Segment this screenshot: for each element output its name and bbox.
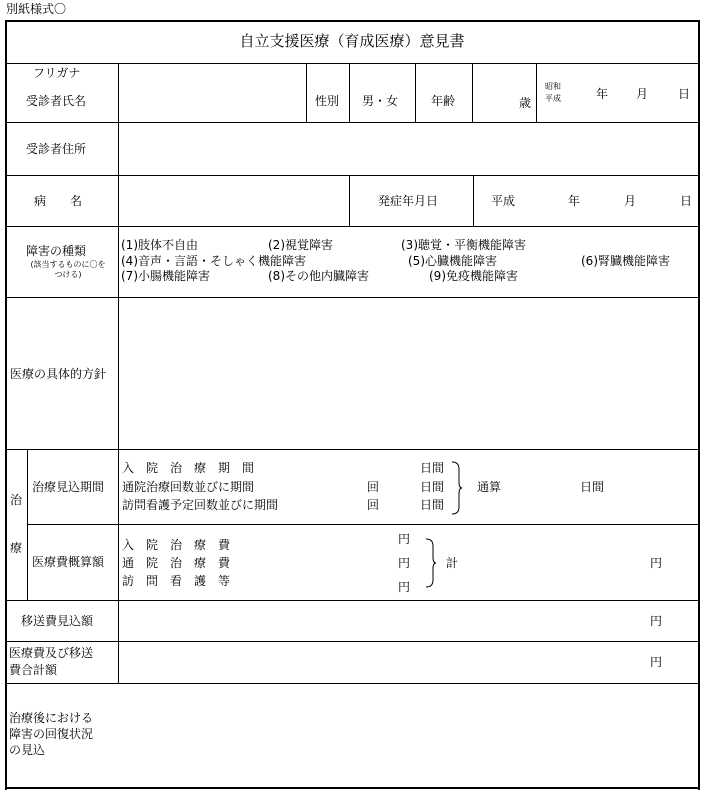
outpatient-period-days: 日間 [420, 480, 445, 494]
outer-border-left [5, 20, 7, 790]
col-line [473, 175, 474, 226]
recovery-label-3: の見込 [9, 743, 46, 757]
treatment-period-label: 治療見込期間 [32, 480, 105, 494]
row-line [27, 524, 699, 525]
recovery-label-2: 障害の回復状況 [9, 727, 94, 741]
cost-brace-icon [425, 538, 437, 591]
patient-name-field[interactable] [119, 64, 306, 122]
disability-item-6[interactable]: (6)腎臓機能障害 [581, 254, 670, 268]
transport-label: 移送費見込額 [21, 614, 94, 628]
onset-era: 平成 [491, 194, 516, 208]
outer-border-top [5, 20, 699, 22]
combined-unit: 円 [650, 655, 663, 669]
visit-nursing-period-days: 日間 [420, 498, 445, 512]
outer-border-right [698, 20, 700, 790]
row-line [5, 226, 699, 227]
transport-amount-field[interactable] [119, 601, 698, 641]
onset-year: 年 [568, 194, 581, 208]
era-heisei: 平成 [545, 94, 561, 103]
row-line [5, 63, 699, 64]
treatment-side-label-1: 治 [10, 493, 23, 507]
disability-item-9[interactable]: (9)免疫機能障害 [429, 269, 518, 283]
visit-nursing-cost-label: 訪 問 看 護 等 [122, 574, 231, 588]
inpatient-period-label: 入 院 治 療 期 間 [122, 461, 255, 475]
policy-label: 医療の具体的方針 [10, 367, 107, 381]
treatment-side-label-2: 療 [10, 541, 23, 555]
combined-label-1: 医療費及び移送 [9, 646, 94, 660]
row-line [5, 449, 699, 450]
visit-nursing-count-unit: 回 [367, 498, 380, 512]
disability-note: (該当するものに〇をつける) [30, 260, 106, 279]
age-label: 年齢 [431, 94, 456, 108]
visit-nursing-period-label: 訪問看護予定回数並びに期間 [122, 498, 279, 512]
sex-label: 性別 [315, 94, 340, 108]
era-showa: 昭和 [545, 82, 561, 91]
disability-item-3[interactable]: (3)聴覚・平衡機能障害 [401, 238, 526, 252]
inpatient-cost-label: 入 院 治 療 費 [122, 538, 231, 552]
furigana-label: フリガナ [33, 66, 81, 80]
outer-border-bottom [5, 787, 700, 789]
col-line [306, 63, 307, 122]
birth-day: 日 [678, 87, 691, 101]
address-label: 受診者住所 [26, 142, 87, 156]
document-title: 自立支援医療（育成医療）意見書 [239, 32, 465, 50]
period-total-unit: 日間 [580, 480, 605, 494]
cost-estimate-label: 医療費概算額 [32, 555, 105, 569]
disease-label: 病 名 [34, 194, 83, 208]
outpatient-cost-label: 通 院 治 療 費 [122, 556, 231, 570]
birth-year: 年 [596, 87, 609, 101]
inpatient-period-days: 日間 [420, 461, 445, 475]
outpatient-cost-unit: 円 [398, 556, 411, 570]
period-total-label: 通算 [477, 480, 502, 494]
period-brace-icon [451, 461, 463, 518]
col-line [118, 449, 119, 600]
birth-month: 月 [636, 87, 649, 101]
form-label: 別紙様式〇 [6, 2, 67, 16]
age-unit: 歳 [519, 96, 532, 110]
disability-item-7[interactable]: (7)小腸機能障害 [121, 269, 210, 283]
sex-options[interactable]: 男・女 [362, 94, 399, 108]
visit-nursing-cost-unit: 円 [398, 580, 411, 594]
col-line [349, 175, 350, 226]
cost-total-unit: 円 [650, 556, 663, 570]
disability-item-1[interactable]: (1)肢体不自由 [121, 238, 198, 252]
onset-day: 日 [680, 194, 693, 208]
disability-label: 障害の種類 [26, 244, 87, 258]
recovery-field[interactable] [119, 684, 698, 787]
disability-item-4[interactable]: (4)音声・言語・そしゃく機能障害 [121, 254, 306, 268]
policy-field[interactable] [119, 298, 698, 449]
onset-month: 月 [624, 194, 637, 208]
combined-label-2: 費合計額 [9, 663, 58, 677]
disability-item-8[interactable]: (8)その他内臓障害 [268, 269, 369, 283]
disease-name-field[interactable] [119, 176, 349, 226]
inpatient-cost-unit: 円 [398, 532, 411, 546]
col-line [349, 63, 350, 122]
disability-item-5[interactable]: (5)心臓機能障害 [408, 254, 497, 268]
transport-unit: 円 [650, 614, 663, 628]
onset-label: 発症年月日 [378, 194, 439, 208]
patient-name-label: 受診者氏名 [26, 94, 87, 108]
address-field[interactable] [119, 123, 698, 175]
col-line [415, 63, 416, 122]
combined-amount-field[interactable] [119, 642, 698, 683]
cost-total-label: 計 [446, 556, 459, 570]
col-line [27, 449, 28, 600]
recovery-label-1: 治療後における [9, 711, 94, 725]
outpatient-period-label: 通院治療回数並びに期間 [122, 480, 255, 494]
disability-item-2[interactable]: (2)視覚障害 [268, 238, 333, 252]
col-line [536, 63, 537, 122]
row-line [5, 175, 699, 176]
outpatient-count-unit: 回 [367, 480, 380, 494]
col-line [472, 63, 473, 122]
